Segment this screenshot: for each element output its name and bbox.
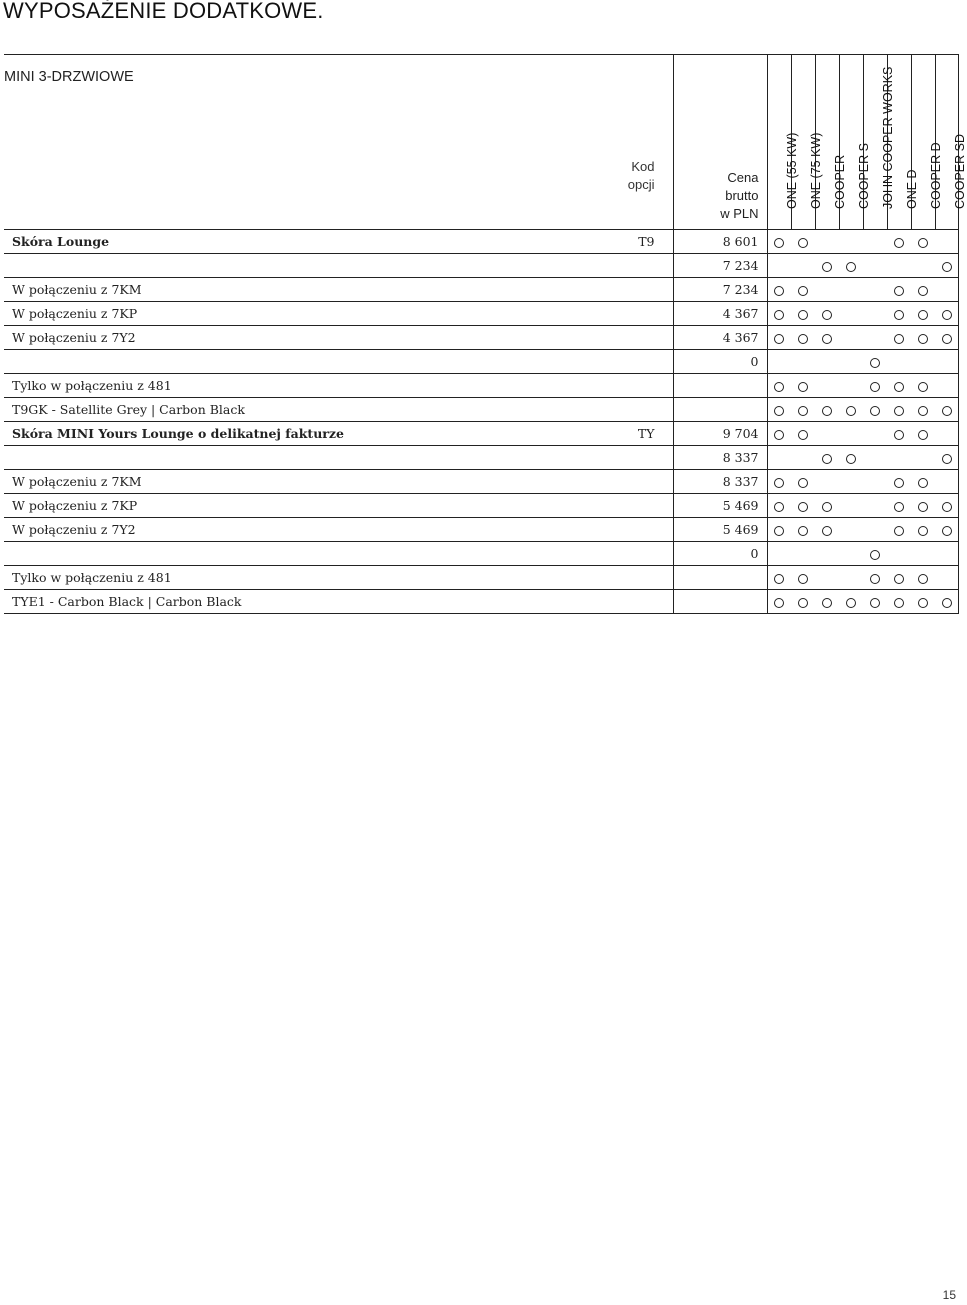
option-code xyxy=(568,518,673,542)
optional-circle-icon xyxy=(774,478,784,488)
availability-cell xyxy=(863,446,887,470)
optional-circle-icon xyxy=(894,334,904,344)
availability-cell xyxy=(935,422,959,446)
optional-circle-icon xyxy=(942,526,952,536)
option-code xyxy=(568,542,673,566)
model-header xyxy=(887,55,919,230)
optional-circle-icon xyxy=(774,598,784,608)
availability-cell xyxy=(911,590,935,614)
availability-cell xyxy=(911,278,935,302)
optional-circle-icon xyxy=(918,598,928,608)
option-price: 7 234 xyxy=(673,254,767,278)
option-name: W połączeniu z 7Y2 xyxy=(4,518,568,542)
availability-cell xyxy=(887,470,911,494)
availability-cell xyxy=(839,326,863,350)
availability-cell xyxy=(767,350,791,374)
optional-circle-icon xyxy=(798,406,808,416)
availability-cell xyxy=(935,494,959,518)
availability-cell xyxy=(935,230,959,254)
availability-cell xyxy=(887,494,911,518)
availability-cell xyxy=(935,302,959,326)
availability-cell xyxy=(911,350,935,374)
option-code xyxy=(568,446,673,470)
availability-cell xyxy=(767,566,791,590)
price-header-line: brutto xyxy=(725,188,759,203)
price-header-line: w PLN xyxy=(720,206,759,221)
model-header xyxy=(911,55,943,230)
option-price: 9 704 xyxy=(673,422,767,446)
optional-circle-icon xyxy=(894,502,904,512)
availability-cell xyxy=(911,398,935,422)
option-code xyxy=(568,302,673,326)
optional-circle-icon xyxy=(918,430,928,440)
availability-cell xyxy=(863,470,887,494)
option-price xyxy=(673,398,767,422)
availability-cell xyxy=(839,494,863,518)
availability-cell xyxy=(863,254,887,278)
option-name: W połączeniu z 7KP xyxy=(4,302,568,326)
availability-cell xyxy=(887,422,911,446)
optional-circle-icon xyxy=(894,406,904,416)
kod-header xyxy=(628,158,655,194)
optional-circle-icon xyxy=(822,262,832,272)
optional-circle-icon xyxy=(918,478,928,488)
option-name xyxy=(4,254,568,278)
availability-cell xyxy=(911,518,935,542)
availability-cell xyxy=(911,254,935,278)
optional-circle-icon xyxy=(822,406,832,416)
availability-cell xyxy=(815,230,839,254)
optional-circle-icon xyxy=(798,310,808,320)
option-code xyxy=(568,254,673,278)
optional-circle-icon xyxy=(918,502,928,512)
optional-circle-icon xyxy=(774,334,784,344)
optional-circle-icon xyxy=(870,574,880,584)
optional-circle-icon xyxy=(822,454,832,464)
optional-circle-icon xyxy=(798,334,808,344)
availability-cell xyxy=(791,374,815,398)
optional-circle-icon xyxy=(822,502,832,512)
option-code xyxy=(568,494,673,518)
availability-cell xyxy=(935,326,959,350)
header-row xyxy=(4,55,959,230)
availability-cell xyxy=(815,590,839,614)
optional-circle-icon xyxy=(918,310,928,320)
table-row xyxy=(4,470,959,494)
availability-cell xyxy=(767,278,791,302)
table-body xyxy=(4,230,959,614)
optional-circle-icon xyxy=(798,286,808,296)
optional-circle-icon xyxy=(822,526,832,536)
availability-cell xyxy=(887,446,911,470)
availability-cell xyxy=(791,590,815,614)
availability-cell xyxy=(839,542,863,566)
availability-cell xyxy=(839,254,863,278)
option-code xyxy=(568,566,673,590)
option-name: W połączeniu z 7KM xyxy=(4,278,568,302)
availability-cell xyxy=(935,446,959,470)
kod-header-line: opcji xyxy=(627,177,655,192)
option-code xyxy=(568,326,673,350)
table-row xyxy=(4,350,959,374)
availability-cell xyxy=(815,398,839,422)
model-label: COOPER xyxy=(833,154,847,209)
availability-cell xyxy=(839,518,863,542)
model-label: COOPER S xyxy=(857,143,871,209)
availability-cell xyxy=(791,350,815,374)
page-title: WYPOSAŻENIE DODATKOWE. xyxy=(3,0,324,23)
option-price: 7 234 xyxy=(673,278,767,302)
availability-cell xyxy=(911,470,935,494)
model-header xyxy=(935,55,967,230)
optional-circle-icon xyxy=(870,382,880,392)
option-name: Tylko w połączeniu z 481 xyxy=(4,374,568,398)
availability-cell xyxy=(815,566,839,590)
option-code xyxy=(568,470,673,494)
table-row xyxy=(4,278,959,302)
availability-cell xyxy=(791,446,815,470)
availability-cell xyxy=(767,590,791,614)
availability-cell xyxy=(887,374,911,398)
option-name xyxy=(4,350,568,374)
availability-cell xyxy=(911,566,935,590)
optional-circle-icon xyxy=(918,526,928,536)
availability-cell xyxy=(911,374,935,398)
availability-cell xyxy=(791,230,815,254)
optional-circle-icon xyxy=(942,406,952,416)
model-header xyxy=(839,55,871,230)
optional-circle-icon xyxy=(774,286,784,296)
option-code xyxy=(568,590,673,614)
availability-cell xyxy=(863,302,887,326)
price-header xyxy=(673,55,767,230)
availability-cell xyxy=(863,374,887,398)
option-code xyxy=(568,398,673,422)
availability-cell xyxy=(887,518,911,542)
optional-circle-icon xyxy=(870,598,880,608)
availability-cell xyxy=(839,446,863,470)
optional-circle-icon xyxy=(942,598,952,608)
option-price xyxy=(673,566,767,590)
optional-circle-icon xyxy=(774,502,784,512)
option-price: 8 601 xyxy=(673,230,767,254)
optional-circle-icon xyxy=(798,430,808,440)
optional-circle-icon xyxy=(870,550,880,560)
availability-cell xyxy=(815,446,839,470)
optional-circle-icon xyxy=(894,430,904,440)
option-price: 5 469 xyxy=(673,494,767,518)
table-row xyxy=(4,566,959,590)
availability-cell xyxy=(887,542,911,566)
option-name xyxy=(4,446,568,470)
section-header xyxy=(4,55,673,230)
availability-cell xyxy=(935,542,959,566)
availability-cell xyxy=(935,470,959,494)
availability-cell xyxy=(767,302,791,326)
availability-cell xyxy=(863,542,887,566)
availability-cell xyxy=(911,494,935,518)
optional-circle-icon xyxy=(894,286,904,296)
option-name: W połączeniu z 7KM xyxy=(4,470,568,494)
option-price xyxy=(673,374,767,398)
availability-cell xyxy=(767,542,791,566)
model-label: ONE (75 KW) xyxy=(809,132,823,209)
availability-cell xyxy=(815,494,839,518)
optional-circle-icon xyxy=(774,382,784,392)
availability-cell xyxy=(911,422,935,446)
availability-cell xyxy=(863,566,887,590)
table-row xyxy=(4,230,959,254)
availability-cell xyxy=(887,230,911,254)
availability-cell xyxy=(863,326,887,350)
optional-circle-icon xyxy=(918,334,928,344)
optional-circle-icon xyxy=(942,262,952,272)
table-row xyxy=(4,494,959,518)
option-price: 8 337 xyxy=(673,446,767,470)
option-code: T9 xyxy=(568,230,673,254)
availability-cell xyxy=(911,302,935,326)
availability-cell xyxy=(767,326,791,350)
optional-circle-icon xyxy=(798,598,808,608)
table-row xyxy=(4,446,959,470)
option-price: 0 xyxy=(673,350,767,374)
optional-circle-icon xyxy=(846,406,856,416)
availability-cell xyxy=(767,230,791,254)
availability-cell xyxy=(935,374,959,398)
availability-cell xyxy=(815,518,839,542)
optional-circle-icon xyxy=(894,526,904,536)
optional-circle-icon xyxy=(798,502,808,512)
availability-cell xyxy=(863,398,887,422)
model-header xyxy=(767,55,799,230)
availability-cell xyxy=(791,398,815,422)
availability-cell xyxy=(767,374,791,398)
option-code xyxy=(568,278,673,302)
optional-circle-icon xyxy=(822,598,832,608)
option-name: W połączeniu z 7KP xyxy=(4,494,568,518)
availability-cell xyxy=(839,422,863,446)
optional-circle-icon xyxy=(846,598,856,608)
table-row xyxy=(4,518,959,542)
kod-header-line: Kod xyxy=(631,159,655,174)
availability-cell xyxy=(815,422,839,446)
option-price: 4 367 xyxy=(673,302,767,326)
optional-circle-icon xyxy=(798,478,808,488)
availability-cell xyxy=(887,254,911,278)
optional-circle-icon xyxy=(774,238,784,248)
availability-cell xyxy=(815,470,839,494)
availability-cell xyxy=(815,350,839,374)
availability-cell xyxy=(839,590,863,614)
optional-circle-icon xyxy=(798,574,808,584)
option-name: Skóra Lounge xyxy=(4,230,568,254)
availability-cell xyxy=(887,398,911,422)
availability-cell xyxy=(863,422,887,446)
availability-cell xyxy=(863,590,887,614)
optional-circle-icon xyxy=(894,574,904,584)
availability-cell xyxy=(791,326,815,350)
availability-cell xyxy=(815,302,839,326)
option-code xyxy=(568,374,673,398)
optional-circle-icon xyxy=(774,526,784,536)
availability-cell xyxy=(767,494,791,518)
availability-cell xyxy=(863,518,887,542)
option-name: T9GK - Satellite Grey | Carbon Black xyxy=(4,398,568,422)
availability-cell xyxy=(863,494,887,518)
model-header xyxy=(863,55,895,230)
availability-cell xyxy=(815,326,839,350)
availability-cell xyxy=(935,278,959,302)
model-header xyxy=(815,55,847,230)
optional-circle-icon xyxy=(774,310,784,320)
availability-cell xyxy=(791,278,815,302)
optional-circle-icon xyxy=(942,502,952,512)
model-label: COOPER D xyxy=(929,142,943,209)
optional-circle-icon xyxy=(918,286,928,296)
availability-cell xyxy=(887,302,911,326)
table-row xyxy=(4,590,959,614)
availability-cell xyxy=(839,566,863,590)
availability-cell xyxy=(767,422,791,446)
model-label: ONE (55 KW) xyxy=(785,132,799,209)
option-name: W połączeniu z 7Y2 xyxy=(4,326,568,350)
availability-cell xyxy=(767,470,791,494)
availability-cell xyxy=(911,230,935,254)
availability-cell xyxy=(863,278,887,302)
availability-cell xyxy=(887,326,911,350)
availability-cell xyxy=(935,518,959,542)
availability-cell xyxy=(767,446,791,470)
page-number: 15 xyxy=(942,1288,956,1302)
option-name: Tylko w połączeniu z 481 xyxy=(4,566,568,590)
table-row xyxy=(4,254,959,278)
option-name: Skóra MINI Yours Lounge o delikatnej fakturze xyxy=(4,422,568,446)
availability-cell xyxy=(791,470,815,494)
availability-cell xyxy=(935,350,959,374)
availability-cell xyxy=(839,302,863,326)
price-header-line: Cena xyxy=(727,170,759,185)
availability-cell xyxy=(839,398,863,422)
availability-cell xyxy=(767,398,791,422)
optional-circle-icon xyxy=(822,310,832,320)
optional-circle-icon xyxy=(774,430,784,440)
optional-circle-icon xyxy=(918,406,928,416)
availability-cell xyxy=(911,446,935,470)
optional-circle-icon xyxy=(822,334,832,344)
availability-cell xyxy=(815,374,839,398)
availability-cell xyxy=(839,374,863,398)
optional-circle-icon xyxy=(774,406,784,416)
availability-cell xyxy=(887,566,911,590)
option-price: 5 469 xyxy=(673,518,767,542)
availability-cell xyxy=(791,302,815,326)
table-row xyxy=(4,326,959,350)
optional-circle-icon xyxy=(918,238,928,248)
availability-cell xyxy=(839,350,863,374)
optional-circle-icon xyxy=(894,382,904,392)
option-name xyxy=(4,542,568,566)
section-title: MINI 3-DRZWIOWE xyxy=(4,69,134,85)
optional-circle-icon xyxy=(774,574,784,584)
option-code xyxy=(568,350,673,374)
availability-cell xyxy=(887,350,911,374)
availability-cell xyxy=(911,542,935,566)
availability-cell xyxy=(839,278,863,302)
availability-cell xyxy=(863,350,887,374)
availability-cell xyxy=(815,278,839,302)
optional-circle-icon xyxy=(918,382,928,392)
optional-circle-icon xyxy=(798,238,808,248)
optional-circle-icon xyxy=(894,598,904,608)
availability-cell xyxy=(791,542,815,566)
optional-circle-icon xyxy=(918,574,928,584)
table-row xyxy=(4,422,959,446)
table-row xyxy=(4,374,959,398)
availability-cell xyxy=(791,494,815,518)
optional-circle-icon xyxy=(870,358,880,368)
availability-cell xyxy=(815,542,839,566)
availability-cell xyxy=(935,566,959,590)
table-row xyxy=(4,302,959,326)
option-price: 4 367 xyxy=(673,326,767,350)
model-header xyxy=(791,55,823,230)
model-label: ONE D xyxy=(905,169,919,209)
option-price: 0 xyxy=(673,542,767,566)
optional-circle-icon xyxy=(846,262,856,272)
availability-cell xyxy=(839,470,863,494)
option-code: TY xyxy=(568,422,673,446)
optional-circle-icon xyxy=(846,454,856,464)
availability-cell xyxy=(791,254,815,278)
optional-circle-icon xyxy=(870,406,880,416)
options-table xyxy=(4,54,967,614)
optional-circle-icon xyxy=(894,478,904,488)
table-row xyxy=(4,542,959,566)
availability-cell xyxy=(911,326,935,350)
availability-cell xyxy=(791,566,815,590)
optional-circle-icon xyxy=(942,334,952,344)
availability-cell xyxy=(935,398,959,422)
availability-cell xyxy=(887,278,911,302)
option-name: TYE1 - Carbon Black | Carbon Black xyxy=(4,590,568,614)
model-label: COOPER SD xyxy=(952,133,967,209)
optional-circle-icon xyxy=(942,454,952,464)
availability-cell xyxy=(791,518,815,542)
availability-cell xyxy=(887,590,911,614)
optional-circle-icon xyxy=(798,382,808,392)
optional-circle-icon xyxy=(798,526,808,536)
availability-cell xyxy=(935,254,959,278)
availability-cell xyxy=(815,254,839,278)
availability-cell xyxy=(863,230,887,254)
table-row xyxy=(4,398,959,422)
optional-circle-icon xyxy=(894,238,904,248)
model-label: JOHN COOPER WORKS xyxy=(881,66,895,209)
availability-cell xyxy=(935,590,959,614)
option-price xyxy=(673,590,767,614)
optional-circle-icon xyxy=(894,310,904,320)
availability-cell xyxy=(767,518,791,542)
availability-cell xyxy=(839,230,863,254)
availability-cell xyxy=(791,422,815,446)
optional-circle-icon xyxy=(942,310,952,320)
availability-cell xyxy=(767,254,791,278)
option-price: 8 337 xyxy=(673,470,767,494)
